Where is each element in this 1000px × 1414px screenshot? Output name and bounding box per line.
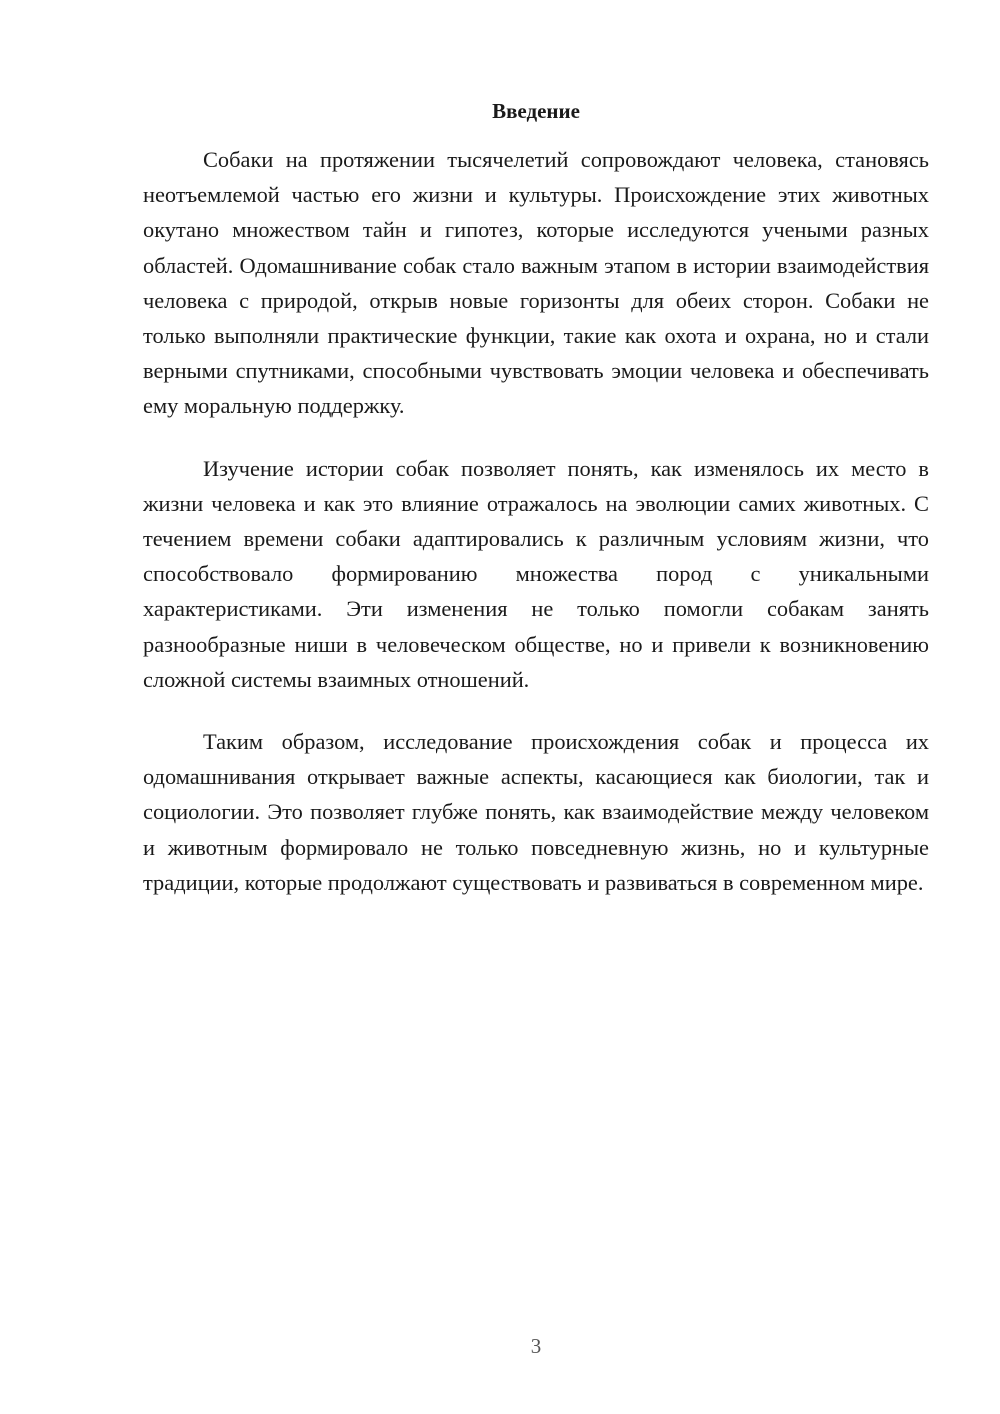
page-number: 3 (530, 1334, 542, 1358)
paragraph-2: Изучение истории собак позволяет понять, как изменялось их место в жизни человека и как это влияние отражалось на эволюции самих животных. С течением времени собаки адаптировались к различным условиям жизни, что способствовало формированию множества пород с уникальными характеристиками. Эти изменения не только помогли собакам занять разнообразные ниши в человеческом обществе, но и привели к возникновению сложной системы взаимных отношений. (143, 455, 929, 692)
paragraph-3: Таким образом, исследование происхождения собак и процесса их одомашнивания открывает важные аспекты, касающиеся как биологии, так и социологии. Это позволяет глубже понять, как взаимодействие между человеком и животным формировало не только повседневную жизнь, но и культурные традиции, которые продолжают существовать и развиваться в современном мире. (143, 729, 929, 895)
page-title: Введение (492, 99, 580, 123)
document-body (143, 142, 929, 927)
paragraph-1: Собаки на протяжении тысячелетий сопровождают человека, становясь неотъемлемой частью его жизни и культуры. Происхождение этих животных окутано множеством тайн и гипотез, которые исследуются учеными разных областей. Одомашнивание собак стало важным этапом в истории взаимодействия человека с природой, открыв новые горизонты для обеих сторон. Собаки не только выполняли практические функции, такие как охота и охрана, но и стали верными спутниками, способными чувствовать эмоции человека и обеспечивать ему моральную поддержку. (143, 147, 929, 419)
